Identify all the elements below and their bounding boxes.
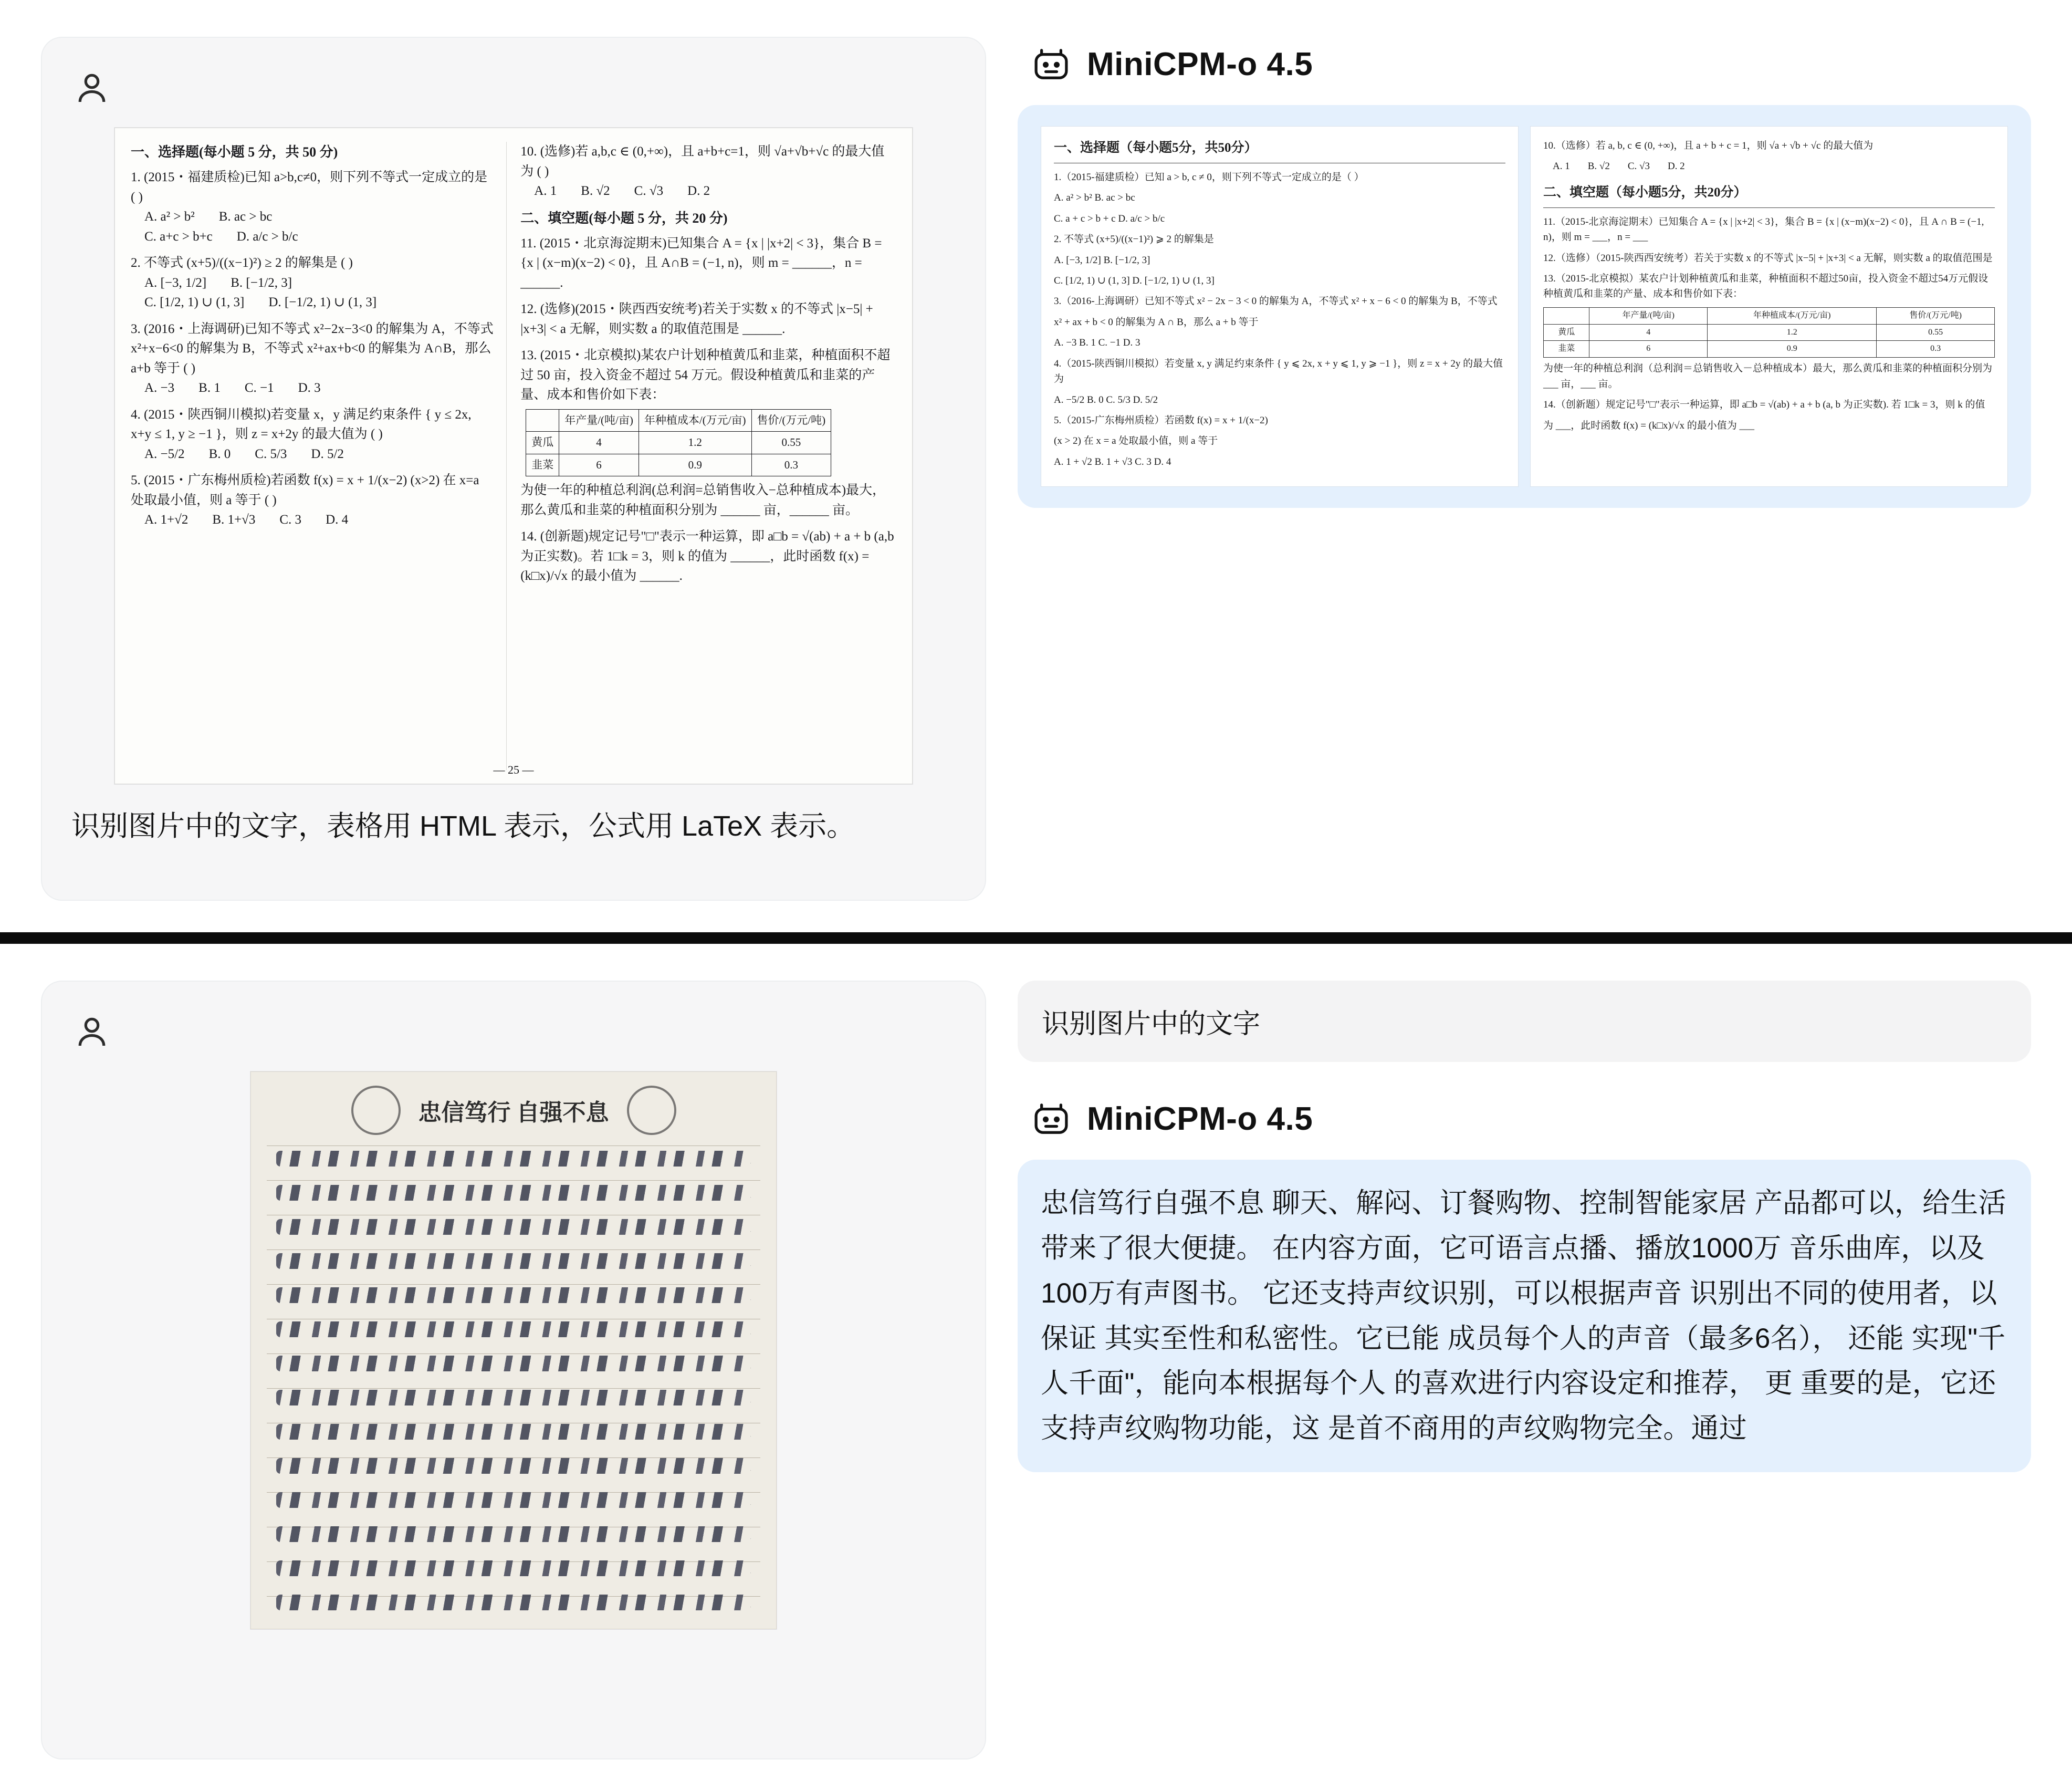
output-line: 为使一年的种植总利润（总利润＝总销售收入－总种植成本）最大，那么黄瓜和韭菜的种植面积分别为 ___ 亩，___ 亩。 xyxy=(1543,363,1993,390)
brand-name: MiniCPM-o 4.5 xyxy=(1087,46,1313,82)
output-line: A. [−3, 1/2] B. [−1/2, 3] xyxy=(1054,254,1150,266)
output-line: 12.（选修）（2015-陕西西安统考）若关于实数 x 的不等式 |x−5| + |x+3| < a 无解，则实数 a 的取值范围是 xyxy=(1543,252,1993,264)
user-prompt-bubble-2: 识别图片中的文字 xyxy=(1018,981,2031,1062)
output-line: 5.（2015-广东梅州质检）若函数 f(x) = x + 1/(x−2) xyxy=(1054,415,1268,426)
output-line: 13.（2015-北京模拟）某农户计划种植黄瓜和韭菜，种植面积不超过50亩，投入资金不超过54万元假设种植黄瓜和韭菜的产量、成本和售价如下表： xyxy=(1543,273,1989,300)
robot-face-icon xyxy=(1029,1097,1073,1141)
doc-question: 1. (2015・福建质检)已知 a>b,c≠0，则下列不等式一定成立的是 ( ) A. a² > b² B. ac > bc C. a+c > b+c D. a/c > b/c xyxy=(131,170,488,244)
user-avatar-icon xyxy=(71,1012,112,1053)
brand-header xyxy=(1029,1091,2031,1146)
table-row: 黄瓜 4 1.2 0.55 xyxy=(526,432,831,454)
handwriting-lines xyxy=(251,1146,776,1619)
output-page-left xyxy=(1041,126,1519,487)
school-seal-icon xyxy=(627,1086,676,1135)
output-line: (x > 2) 在 x = a 处取最小值，则 a 等于 xyxy=(1054,435,1218,447)
output-line: 14.（创新题）规定记号"□"表示一种运算，即 a□b = √(ab) + a + b (a, b 为正实数). 若 1□k = 3，则 k 的值 xyxy=(1543,399,1985,411)
doc-question: 3. (2016・上海调研)已知不等式 x²−2x−3<0 的解集为 A，不等式 x²+x−6<0 的解集为 B，不等式 x²+ax+b<0 的解集为 A∩B，那么 a+b 等于 ( ) A. −3 B. 1 C. −1 D. 3 xyxy=(131,321,494,395)
table-row: 韭菜 6 0.9 0.3 xyxy=(1544,341,1995,358)
output-section-title-choice: 一、选择题（每小题5分，共50分） xyxy=(1054,138,1505,163)
output-line: 为 ___，此时函数 f(x) = (k□x)/√x 的最小值为 ___ xyxy=(1543,420,1755,431)
output-line: C. [1/2, 1) ∪ (1, 3] D. [−1/2, 1) ∪ (1, 3] xyxy=(1054,275,1215,286)
output-line: C. a + c > b + c D. a/c > b/c xyxy=(1054,213,1165,224)
robot-face-icon xyxy=(1029,42,1073,86)
assistant-answer-2: 忠信笃行自强不息 聊天、解闷、订餐购物、控制智能家居 产品都可以，给生活带来了很大便捷。 在内容方面，它可语言点播、播放1000万 音乐曲库，以及100万有声图书。 它还支持声纹识别，可以根据声音 识别出不同的使用者，以保证 其实至性和私密性。它已能 成员每个人的声音（最多6名）， 还能 实现"千人千面"，能向本根据每个人 的喜欢进行内容设定和推荐， 更 重要的是，它还支持声纹购物功能，这 是首不商用的声纹购物完全。通过 xyxy=(1041,1188,2006,1444)
notebook-banner: 忠信笃行 自强不息 xyxy=(251,1086,776,1135)
doc-question: 4. (2015・陕西铜川模拟)若变量 x，y 满足约束条件 { y ≤ 2x, x+y ≤ 1, y ≥ −1 }，则 z = x+2y 的最大值为 ( ) A. −5/2 B. 0 C. 5/3 D. 5/2 xyxy=(131,407,472,461)
output-line: A. −5/2 B. 0 C. 5/3 D. 5/2 xyxy=(1054,394,1158,405)
user-prompt-1: 识别图片中的文字，表格用 HTML 表示，公式用 LaTeX 表示。 xyxy=(71,810,855,842)
output-page-right xyxy=(1530,126,2008,487)
avatar xyxy=(71,1007,956,1057)
math-exam-worksheet-image xyxy=(114,127,913,785)
assistant-bubble-2 xyxy=(1018,1160,2031,1472)
output-line: 10.（选修）若 a, b, c ∈ (0, +∞)，且 a + b + c = 1，则 √a + √b + √c 的最大值为 xyxy=(1543,140,1874,151)
doc-question: 12. (选修)(2015・陕西西安统考)若关于实数 x 的不等式 |x−5| + |x+3| < a 无解，则实数 a 的取值范围是 ______. xyxy=(520,302,873,336)
user-message-card-2 xyxy=(41,981,986,1759)
crop-data-table: 年产量/(吨/亩) 年种植成本/(万元/亩) 售价/(万元/吨) 黄瓜 4 1.2 0.55 韭菜 6 0.9 0.3 xyxy=(526,409,831,477)
doc-section-title-choice: 一、选择题(每小题 5 分，共 50 分) xyxy=(131,144,338,160)
doc-question: 14. (创新题)规定记号"□"表示一种运算，即 a□b = √(ab) + a + b (a,b 为正实数)。若 1□k = 3，则 k 的值为 ______，此时函数 f(x) = (k□x)/√x 的最小值为 ______. xyxy=(520,529,894,583)
user-message-card-1 xyxy=(41,37,986,901)
user-avatar-icon xyxy=(71,68,112,109)
output-line: 11.（2015-北京海淀期末）已知集合 A = {x | |x+2| < 3}，集合 B = {x | (x−m)(x−2) < 0}，且 A ∩ B = (−1, n)，则 m = ___，n = ___ xyxy=(1543,216,1984,243)
school-seal-icon xyxy=(351,1086,401,1135)
doc-question: 5. (2015・广东梅州质检)若函数 f(x) = x + 1/(x−2) (x>2) 在 x=a 处取最小值，则 a 等于 ( ) A. 1+√2 B. 1+√3 C. 3 D. 4 xyxy=(131,473,479,527)
handwritten-notebook-photo xyxy=(250,1071,777,1630)
doc-question: 10. (选修)若 a,b,c ∈ (0,+∞)，且 a+b+c=1，则 √a+√b+√c 的最大值为 ( ) A. 1 B. √2 C. √3 D. 2 xyxy=(520,144,885,198)
conversation-2 xyxy=(0,944,2072,1791)
doc-section-title-fill: 二、填空题(每小题 5 分，共 20 分) xyxy=(520,210,728,226)
avatar xyxy=(71,63,956,113)
rendered-ocr-output xyxy=(1041,126,2008,487)
output-line: 2. 不等式 (x+5)/((x−1)²) ⩾ 2 的解集是 xyxy=(1054,234,1214,245)
output-options: A. 1 B. √2 C. √3 D. 2 xyxy=(1553,161,1685,172)
output-crop-table: 年产量/(吨/亩) 年种植成本/(万元/亩) 售价/(万元/吨) 黄瓜 4 1.2 0.55 韭菜 6 0.9 0.3 xyxy=(1543,307,1995,358)
output-line: A. 1 + √2 B. 1 + √3 C. 3 D. 4 xyxy=(1054,456,1171,467)
output-section-title-fill: 二、填空题（每小题5分，共20分） xyxy=(1543,183,1995,208)
page-number: — 25 — xyxy=(493,763,534,776)
assistant-column-1 xyxy=(1018,37,2031,901)
output-line: x² + ax + b < 0 的解集为 A ∩ B，那么 a + b 等于 xyxy=(1054,316,1259,328)
table-row: 黄瓜 4 1.2 0.55 xyxy=(1544,324,1995,341)
doc-question: 11. (2015・北京海淀期末)已知集合 A = {x | |x+2| < 3}，集合 B = {x | (x−m)(x−2) < 0}，且 A∩B = (−1, n)，则 m = ______，n = ______. xyxy=(520,236,882,290)
output-line: 3.（2016-上海调研）已知不等式 x² − 2x − 3 < 0 的解集为 A，不等式 x² + x − 6 < 0 的解集为 B，不等式 xyxy=(1054,296,1498,307)
output-line: A. −3 B. 1 C. −1 D. 3 xyxy=(1054,337,1140,349)
brand-header xyxy=(1029,37,2031,91)
brand-name: MiniCPM-o 4.5 xyxy=(1087,1100,1313,1137)
output-line: A. a² > b² B. ac > bc xyxy=(1054,192,1135,204)
doc-question: 2. 不等式 (x+5)/((x−1)²) ≥ 2 的解集是 ( ) A. [−3, 1/2] B. [−1/2, 3] C. [1/2, 1) ∪ (1, 3] D. [−1/2, 1) ∪ (1, 3] xyxy=(131,256,377,309)
output-line: 1.（2015-福建质检）已知 a > b, c ≠ 0，则下列不等式一定成立的是（ ） xyxy=(1054,171,1364,183)
panel-divider xyxy=(0,932,2072,944)
doc-question: 13. (2015・北京模拟)某农户计划种植黄瓜和韭菜，种植面积不超过 50 亩，投入资金不超过 54 万元。假设种植黄瓜和韭菜的产量、成本和售价如下表： 年产量/(吨/亩) 年种植成本/(万元/亩) 售价/(万元/吨) 黄瓜 4 1.2 0.55 韭菜 6 0.9 0.3 为使一年的种植总利润(总利润=总销售收入−总种植成本)最大，那么黄瓜和韭菜的种植面积分别为 ______ 亩，______ 亩。 xyxy=(520,348,891,517)
output-line: 4.（2015-陕西铜川模拟）若变量 x, y 满足约束条件 { y ⩽ 2x, x + y ⩽ 1, y ⩾ −1 }，则 z = x + 2y 的最大值为 xyxy=(1054,358,1503,385)
table-row: 韭菜 6 0.9 0.3 xyxy=(526,454,831,476)
assistant-column-2 xyxy=(1018,981,2031,1759)
assistant-bubble-1 xyxy=(1018,105,2031,508)
